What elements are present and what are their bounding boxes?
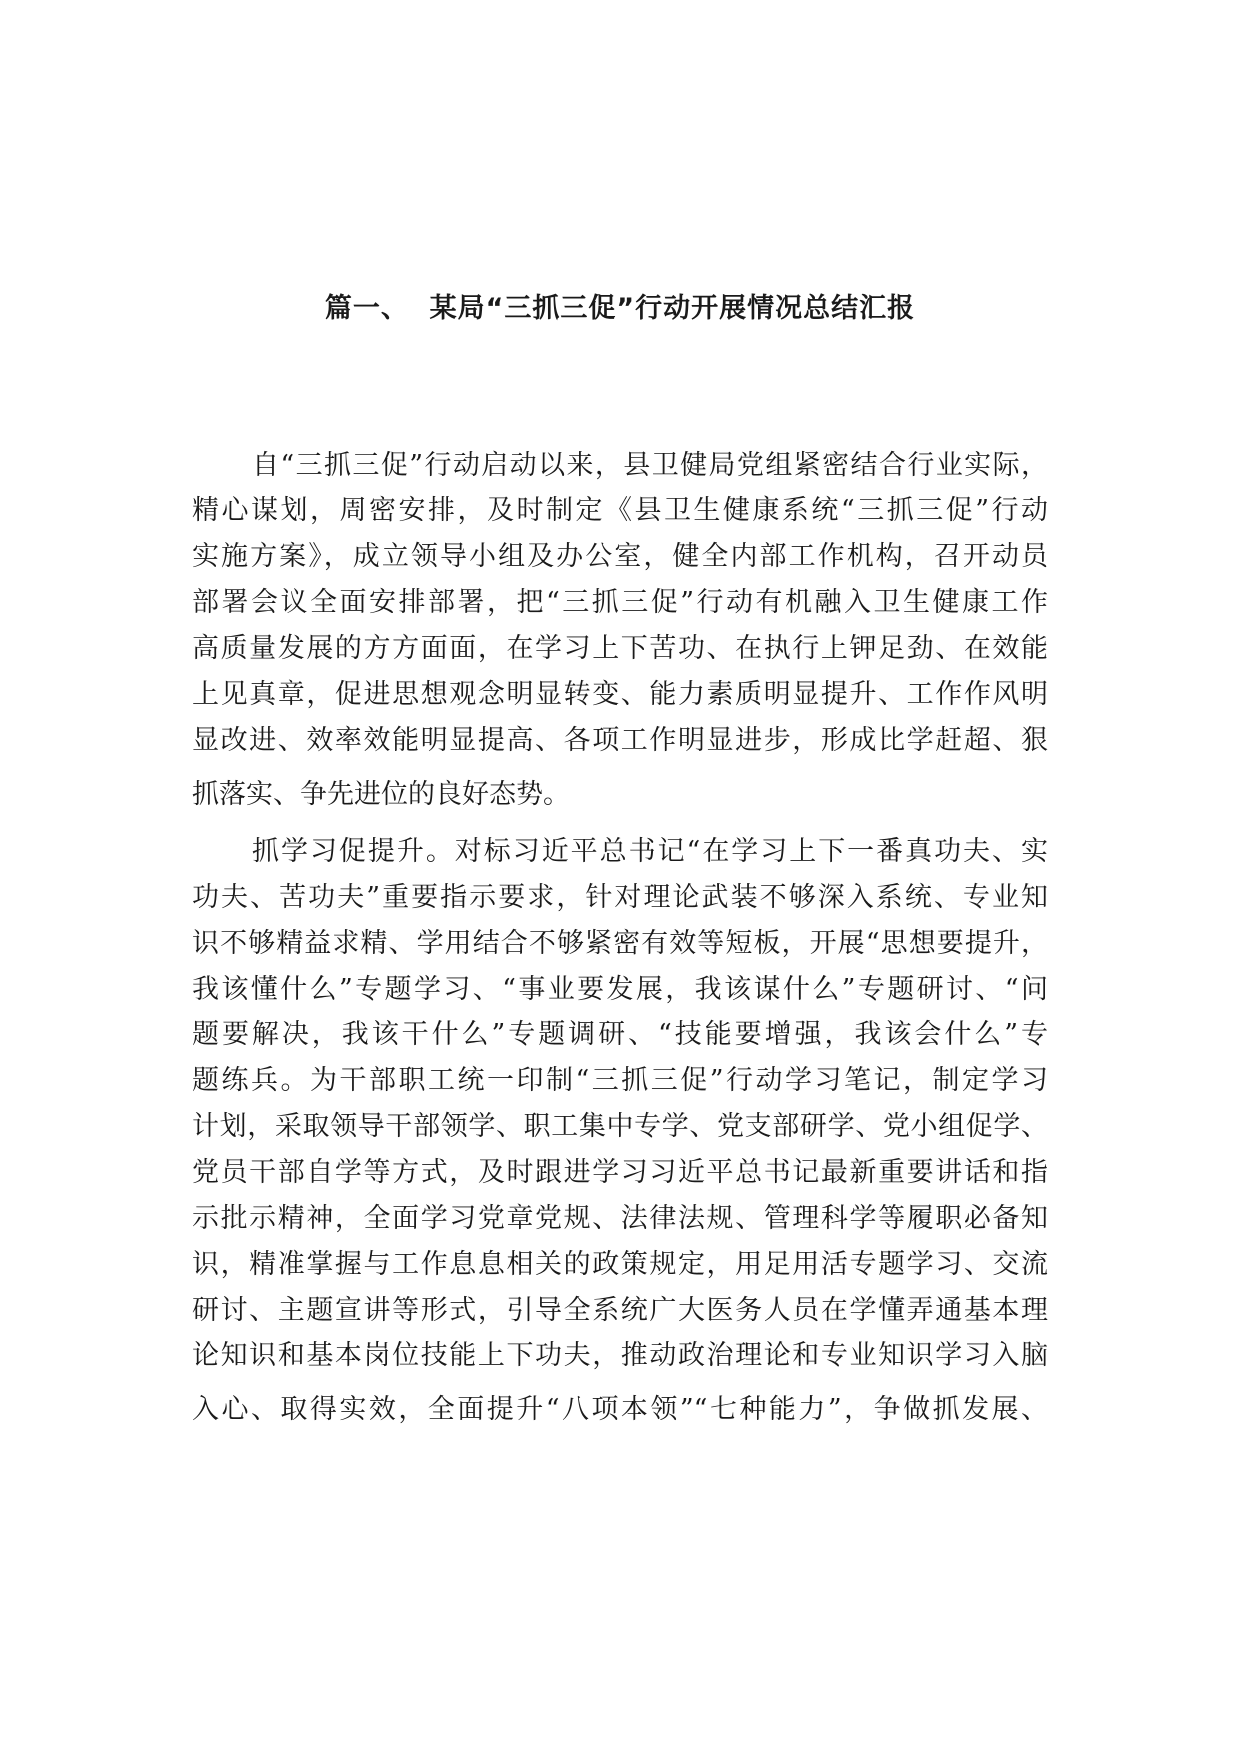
paragraph-line: 实施方案》，成立领导小组及办公室，健全内部工作机构，召开动员 [192, 541, 1048, 572]
paragraph-line: 题要解决，我该干什么”专题调研、“技能要增强，我该会什么”专 [192, 1019, 1048, 1050]
paragraph-line: 部署会议全面安排部署，把“三抓三促”行动有机融入卫生健康工作 [192, 587, 1048, 618]
paragraph-line: 我该懂什么”专题学习、“事业要发展，我该谋什么”专题研讨、“问 [192, 974, 1048, 1005]
paragraph-line: 入心、取得实效，全面提升“八项本领”“七种能力”，争做抓发展、 [192, 1394, 1048, 1425]
paragraph-line: 自“三抓三促”行动启动以来，县卫健局党组紧密结合行业实际， [252, 450, 1048, 481]
paragraph-line: 识不够精益求精、学用结合不够紧密有效等短板，开展“思想要提升， [192, 928, 1048, 959]
paragraph-line: 题练兵。为干部职工统一印制“三抓三促”行动学习笔记，制定学习 [192, 1065, 1048, 1096]
paragraph-line: 计划，采取领导干部领学、职工集中专学、党支部研学、党小组促学、 [192, 1111, 1048, 1142]
paragraph-line: 显改进、效率效能明显提高、各项工作明显进步，形成比学赶超、狠 [192, 725, 1048, 756]
paragraph-line: 研讨、主题宣讲等形式，引导全系统广大医务人员在学懂弄通基本理 [192, 1295, 1048, 1326]
document-title: 篇一、 某局“三抓三促”行动开展情况总结汇报 [324, 293, 916, 324]
paragraph-line: 抓学习促提升。对标习近平总书记“在学习上下一番真功夫、实 [252, 836, 1048, 867]
paragraph-line: 示批示精神，全面学习党章党规、法律法规、管理科学等履职必备知 [192, 1203, 1048, 1234]
paragraph-line: 识，精准掌握与工作息息相关的政策规定，用足用活专题学习、交流 [192, 1249, 1048, 1280]
paragraph-line: 精心谋划，周密安排，及时制定《县卫生健康系统“三抓三促”行动 [192, 495, 1048, 526]
paragraph-line: 论知识和基本岗位技能上下功夫，推动政治理论和专业知识学习入脑 [192, 1340, 1048, 1371]
paragraph-line: 党员干部自学等方式，及时跟进学习习近平总书记最新重要讲话和指 [192, 1157, 1048, 1188]
paragraph-line: 功夫、苦功夫”重要指示要求，针对理论武装不够深入系统、专业知 [192, 882, 1048, 913]
paragraph-line: 高质量发展的方方面面，在学习上下苦功、在执行上钾足劲、在效能 [192, 633, 1048, 664]
paragraph-line: 抓落实、争先进位的良好态势。 [192, 779, 570, 810]
paragraph-line: 上见真章，促进思想观念明显转变、能力素质明显提升、工作作风明 [192, 679, 1048, 710]
